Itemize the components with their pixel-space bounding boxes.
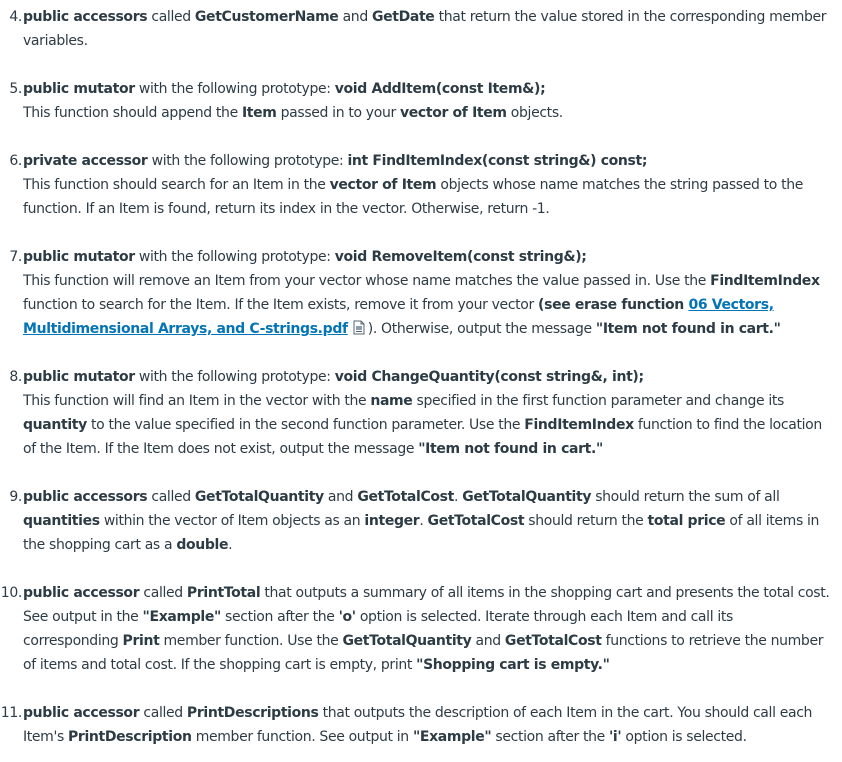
pdf-file-link[interactable]: 06 Vectors, [688,297,774,313]
body-text: Item's [23,729,69,745]
bold-term: public accessors [23,489,148,505]
list-item [0,149,836,221]
text-line [0,701,836,725]
body-text: and [338,9,372,25]
list-item [0,245,836,343]
bold-term: GetTotalCost [504,633,602,649]
list-item [0,77,836,125]
list-item [0,581,836,677]
body-text: variables. [23,33,88,49]
bold-term: quantities [23,513,100,529]
bold-term: integer [364,513,420,529]
body-text: . [419,513,428,529]
text-line [0,173,836,197]
body-text: functions to retrieve the number [601,633,824,649]
body-text: option is selected. Iterate through each Item and call its [355,609,733,625]
bold-term: total price [647,513,726,529]
item-number: 4 . [0,5,22,29]
list-item [0,365,836,461]
body-text: with the following prototype: [134,249,335,265]
text-line [0,245,836,269]
item-number: 10 . [0,581,22,605]
body-text: to the value specified in the second function parameter. Use the [86,417,525,433]
body-text: This function will remove an Item from your vector whose name matches the value passed in. Use the [23,273,711,289]
body-text: called [147,489,195,505]
bold-term: public accessors [23,9,148,25]
body-text: and [471,633,505,649]
text-line [0,629,836,653]
bold-term: FindItemIndex [710,273,820,289]
pdf-document-icon[interactable] [352,319,366,343]
pdf-file-link[interactable]: Multidimensional Arrays, and C-strings.pdf [23,321,348,337]
text-line [0,533,836,557]
bold-term: int FindItemIndex(const string&) const; [347,153,648,169]
body-text: section after the [491,729,609,745]
body-text: called [139,585,187,601]
bold-term: "Item not found in cart." [418,441,603,457]
bold-term: PrintDescription [68,729,192,745]
body-text: of all items in [725,513,820,529]
bold-term: "Example" [142,609,221,625]
text-line [0,485,836,509]
text-line [0,365,836,389]
text-line [0,413,836,437]
list-item [0,485,836,557]
text-line [0,653,836,677]
body-text: member function. Use the [159,633,343,649]
body-text: that outputs a summary of all items in the shopping cart and presents the total cost. [260,585,830,601]
body-text: member function. See output in [191,729,413,745]
bold-term: GetTotalCost [427,513,525,529]
item-number: 9 . [0,485,22,509]
body-text: of items and total cost. If the shopping cart is empty, print [23,657,417,673]
text-line [0,269,836,293]
bold-term: GetTotalCost [357,489,454,505]
bold-term: 'o' [338,609,356,625]
text-line [0,725,836,749]
bold-term: GetTotalQuantity [194,489,324,505]
bold-term: 'i' [609,729,622,745]
body-text: function to find the location [633,417,822,433]
body-text: with the following prototype: [147,153,348,169]
body-text: specified in the first function parameter and change its [412,393,784,409]
bold-term: public mutator [23,249,135,265]
text-line [0,149,836,173]
body-text: the shopping cart as a [23,537,177,553]
body-text: This function will find an Item in the vector with the [23,393,371,409]
bold-term: quantity [23,417,87,433]
bold-term: GetTotalQuantity [462,489,592,505]
body-text: passed in to your [276,105,400,121]
text-line [0,317,836,343]
body-text: should return the [524,513,648,529]
item-number: 5 . [0,77,22,101]
body-text: within the vector of Item objects as an [99,513,365,529]
body-text: that outputs the description of each Item in the cart. You should call each [318,705,813,721]
body-text: called [139,705,187,721]
body-text: called [147,9,195,25]
body-text: that return the value stored in the corresponding member [434,9,827,25]
bold-term: Item [241,105,277,121]
body-text: See output in the [23,609,143,625]
text-line [0,581,836,605]
bold-term: Print [122,633,160,649]
body-text: objects. [506,105,563,121]
item-number: 7 . [0,245,22,269]
body-text: function. If an Item is found, return its index in the vector. Otherwise, return -1. [23,201,550,217]
bold-term: public mutator [23,81,135,97]
bold-term: public accessor [23,705,140,721]
body-text: corresponding [23,633,123,649]
bold-term: double [176,537,229,553]
bold-term: private accessor [23,153,148,169]
bold-term: public accessor [23,585,140,601]
text-line [0,101,836,125]
bold-term: PrintTotal [186,585,261,601]
item-number: 6 . [0,149,22,173]
body-text: ). Otherwise, output the message [367,321,596,337]
body-text: of the Item. If the Item does not exist, output the message [23,441,419,457]
text-line [0,605,836,629]
bold-term: "Example" [412,729,492,745]
bold-term: (see erase function [538,297,689,313]
bold-term: public mutator [23,369,135,385]
bold-term: void RemoveItem(const string&); [334,249,587,265]
body-text: function to search for the Item. If the Item exists, remove it from your vector [23,297,539,313]
text-line [0,197,836,221]
body-text: This function should search for an Item in the [23,177,330,193]
body-text: with the following prototype: [134,369,335,385]
text-line [0,389,836,413]
text-line [0,29,836,53]
bold-term: "Item not found in cart." [595,321,781,337]
body-text: . [228,537,233,553]
list-item [0,5,836,53]
body-text: with the following prototype: [134,81,335,97]
bold-term: vector of Item [399,105,507,121]
text-line [0,293,836,317]
bold-term: GetCustomerName [194,9,339,25]
bold-term: GetDate [371,9,435,25]
bold-term: GetTotalQuantity [342,633,472,649]
item-number: 11 . [0,701,22,725]
body-text: This function should append the [23,105,242,121]
bold-term: vector of Item [329,177,437,193]
bold-term: void ChangeQuantity(const string&, int); [334,369,644,385]
list-item [0,701,836,749]
body-text: objects whose name matches the string passed to the [436,177,804,193]
bold-term: name [370,393,413,409]
body-text: section after the [220,609,339,625]
body-text: and [323,489,358,505]
body-text: option is selected. [621,729,747,745]
item-number: 8 . [0,365,22,389]
bold-term: PrintDescriptions [186,705,319,721]
text-line [0,437,836,461]
bold-term: "Shopping cart is empty." [416,657,610,673]
bold-term: FindItemIndex [524,417,634,433]
text-line [0,77,836,101]
body-text: should return the sum of all [591,489,780,505]
bold-term: void AddItem(const Item&); [334,81,546,97]
text-line [0,5,836,29]
body-text: . [453,489,463,505]
text-line [0,509,836,533]
